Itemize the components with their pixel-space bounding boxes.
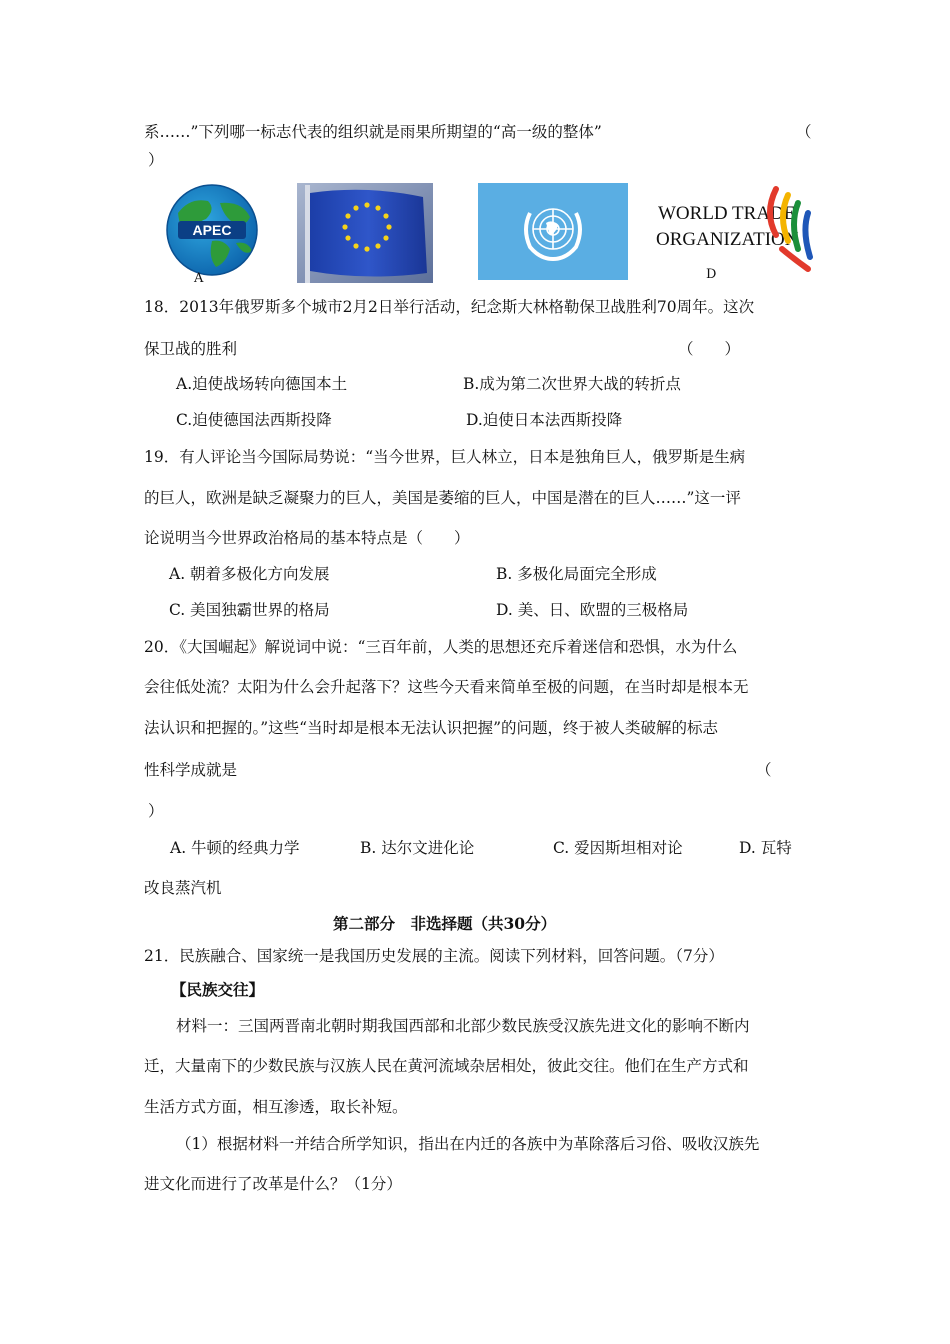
logo-d-caption: D	[706, 267, 717, 282]
un-emblem	[478, 183, 628, 280]
logo-a-caption: A	[194, 271, 204, 286]
apec-logo-text: APEC	[192, 222, 232, 238]
q20-option-d-cont: 改良蒸汽机	[144, 879, 222, 897]
q20-option-a: A. 牛顿的经典力学	[170, 839, 300, 857]
q19-line2: 的巨人，欧洲是缺乏凝聚力的巨人，美国是萎缩的巨人，中国是潜在的巨人……”这一评	[144, 489, 741, 507]
q18-option-a: A.迫使战场转向德国本土	[176, 375, 348, 393]
q17-bracket-open: （	[796, 123, 812, 141]
q21-sub1-line2: 进文化而进行了改革是什么？（1分）	[144, 1175, 402, 1193]
q20-bracket-close: ）	[148, 802, 164, 820]
q21-line1: 21．民族融合、国家统一是我国历史发展的主流。阅读下列材料，回答问题。（7分）	[144, 947, 724, 965]
q19-line1: 19．有人评论当今国际局势说：“当今世界，巨人林立，日本是独角巨人，俄罗斯是生病	[144, 448, 746, 466]
q18-option-c: C.迫使德国法西斯投降	[176, 411, 332, 429]
apec-logo	[150, 183, 274, 277]
q18-option-d: D.迫使日本法西斯投降	[466, 411, 623, 429]
q17-bracket-close: ）	[148, 151, 164, 169]
q20-line2: 会往低处流？太阳为什么会升起落下？这些今天看来简单至极的问题，在当时却是根本无	[144, 678, 749, 696]
eu-flag	[297, 183, 433, 283]
q18-line2: 保卫战的胜利	[144, 340, 238, 358]
part2-title: 第二部分 非选择题（共30分）	[333, 914, 557, 933]
q20-option-d: D. 瓦特	[739, 839, 792, 857]
q19-option-b: B. 多极化局面完全形成	[496, 565, 657, 583]
q20-bracket-open: （	[756, 761, 772, 779]
q20-option-b: B. 达尔文进化论	[360, 839, 475, 857]
q20-line3: 法认识和把握的。”这些“当时却是根本无法认识把握”的问题，终于被人类破解的标志	[144, 719, 719, 737]
q21-heading: 【民族交往】	[171, 980, 265, 999]
q19-line3: 论说明当今世界政治格局的基本特点是（ ）	[144, 529, 470, 547]
wto-text-line1: WORLD TRADE	[658, 203, 796, 224]
q19-option-c: C. 美国独霸世界的格局	[169, 601, 330, 619]
q21-material1-line3: 生活方式方面，相互渗透，取长补短。	[144, 1098, 408, 1116]
q20-line1: 20．《大国崛起》解说词中说：“三百年前，人类的思想还充斥着迷信和恐惧，水为什么	[144, 638, 738, 656]
wto-text-line2: ORGANIZATION	[656, 229, 799, 250]
q21-sub1-line1: （1）根据材料一并结合所学知识，指出在内迁的各族中为革除落后习俗、吸收汉族先	[176, 1135, 760, 1153]
wto-logo	[652, 183, 820, 277]
q18-bracket: （ ）	[678, 340, 741, 358]
q21-material1-line2: 迁，大量南下的少数民族与汉族人民在黄河流域杂居相处，彼此交往。他们在生产方式和	[144, 1057, 749, 1075]
q18-option-b: B.成为第二次世界大战的转折点	[463, 375, 681, 393]
q17-text: 系……”下列哪一标志代表的组织就是雨果所期望的“高一级的整体”	[144, 123, 602, 141]
q19-option-a: A. 朝着多极化方向发展	[169, 565, 330, 583]
q18-line1: 18．2013年俄罗斯多个城市2月2日举行活动，纪念斯大林格勒保卫战胜利70周年。这次	[144, 298, 755, 316]
q21-material1-line1: 材料一：三国两晋南北朝时期我国西部和北部少数民族受汉族先进文化的影响不断内	[176, 1017, 750, 1035]
q20-option-c: C. 爱因斯坦相对论	[553, 839, 683, 857]
q20-line4: 性科学成就是	[144, 761, 238, 779]
q19-option-d: D. 美、日、欧盟的三极格局	[496, 601, 689, 619]
